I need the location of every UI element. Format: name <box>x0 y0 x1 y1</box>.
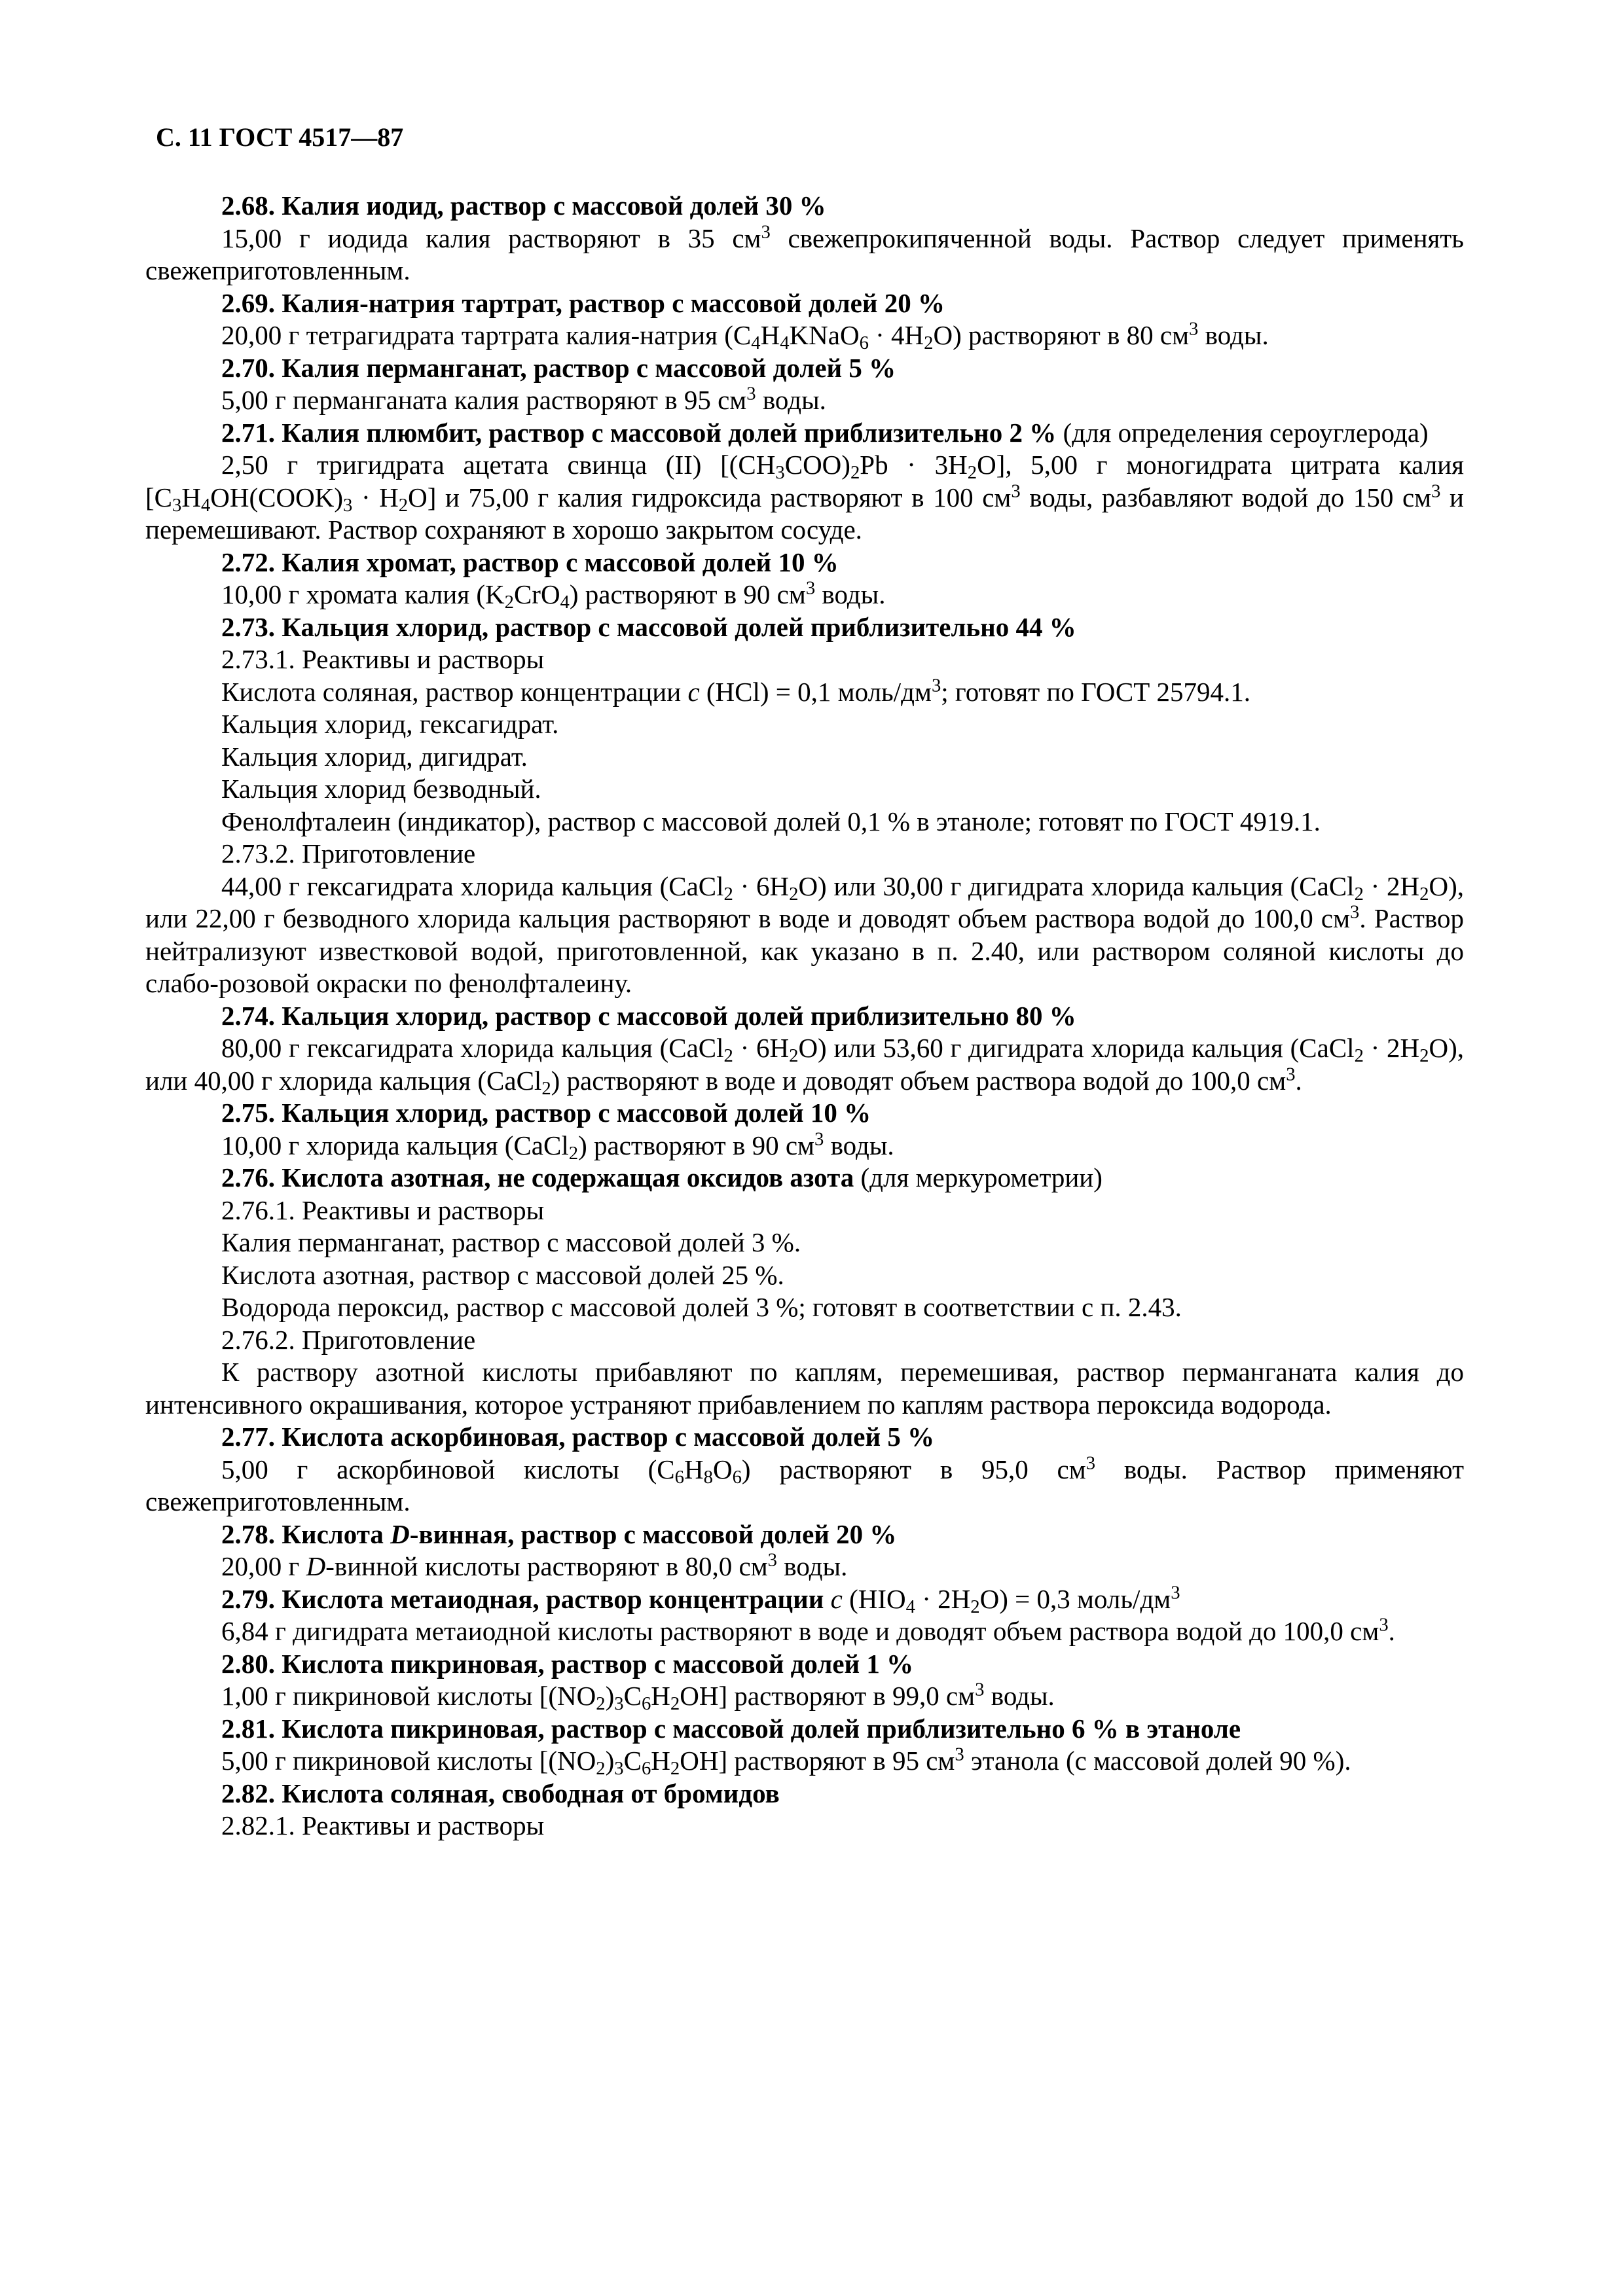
paragraph: 2.76. Кислота азотная, не содержащая оксидов азота (для меркурометрии) <box>221 1162 1103 1193</box>
section-heading: 2.68. Калия иодид, раствор с массовой долей 30 % <box>221 190 826 221</box>
paragraph: 5,00 г пикриновой кислоты $[(NO_2)_3C_6H_2OH]$ растворяют в 95 $см^3$ этанола (с массовой долей 90 %). <box>221 1744 1351 1780</box>
section-heading: 2.72. Калия хромат, раствор с массовой долей 10 % <box>221 547 839 577</box>
paragraph: 2.71. Калия плюмбит, раствор с массовой долей приблизительно 2 % (для определения сероуглерода) <box>221 417 1429 448</box>
paragraph: 15,00 г иодида калия растворяют в 35 $см^3$ свежепрокипяченной воды. Раствор следует применять свежеприготовленным. <box>145 221 1464 285</box>
section-heading: 2.80. Кислота пикриновая, раствор с массовой долей 1 % <box>221 1648 914 1679</box>
section-heading: 2.75. Кальция хлорид, раствор с массовой долей 10 % <box>221 1098 871 1128</box>
paragraph: 10,00 г хромата калия $(K_2CrO_4)$ растворяют в 90 $см^3$ воды. <box>221 577 886 613</box>
paragraph: 44,00 г гексагидрата хлорида кальция (CaCl$_2$ · $6H_2O$) или 30,00 г дигидрата хлорида кальция (CaCl$_2$ · $2H_2O$), или 22,00 г безводного хлорида кальция растворяют в воде и доводят объем раствора водой до 100,0 $см^3$. Раствор нейтрализуют известковой водой, приготовленной, как указано в п. 2.40, или раствором соляной кислоты до слабо-розовой окраски по фенолфталеину. <box>145 870 1465 998</box>
section-heading: 2.78. Кислота D-винная, раствор с массовой долей 20 % <box>221 1518 897 1549</box>
paragraph: Калия перманганат, раствор с массовой долей 3 %. <box>221 1227 801 1257</box>
paragraph: 2.79. Кислота метаиодная, раствор концентрации c $(HIO_4 \cdot 2H_2O) = 0,3$ моль/$дм^3$ <box>221 1582 1180 1617</box>
paragraph: 10,00 г хлорида кальция (CaCl$_2$) растворяют в 90 $см^3$ воды. <box>221 1128 894 1164</box>
document-body <box>145 190 1464 1842</box>
section-heading: 2.69. Калия-натрия тартрат, раствор с массовой долей 20 % <box>221 287 945 318</box>
section-heading: 2.82. Кислота соляная, свободная от бромидов <box>221 1778 780 1808</box>
paragraph: Кальция хлорид, гексагидрат. <box>221 709 559 739</box>
paragraph: Водорода пероксид, раствор с массовой долей 3 %; готовят в соответствии с п. 2.43. <box>221 1292 1182 1322</box>
paragraph: К раствору азотной кислоты прибавляют по каплям, перемешивая, раствор перманганата калия до интенсивного окрашивания, которое устраняют прибавлением по каплям раствора пероксида водорода. <box>145 1357 1464 1420</box>
paragraph: Кальция хлорид, дигидрат. <box>221 741 528 772</box>
paragraph: 80,00 г гексагидрата хлорида кальция (CaCl$_2$ · $6H_2O$) или 53,60 г дигидрата хлорида кальция (CaCl$_2$ · $2H_2O$), или 40,00 г хлорида кальция (CaCl$_2$) растворяют в воде и доводят объем раствора водой до 100,0 $см^3$. <box>145 1033 1465 1099</box>
section-heading: 2.77. Кислота аскорбиновая, раствор с массовой долей 5 % <box>221 1422 935 1452</box>
paragraph: 2.76.2. Приготовление <box>221 1324 476 1355</box>
paragraph: 1,00 г пикриновой кислоты $[(NO_2)_3C_6H_2OH]$ растворяют в 99,0 $см^3$ воды. <box>221 1679 1055 1715</box>
paragraph: 20,00 г тетрагидрата тартрата калия-натрия $(C_4H_4KNaO_6 \cdot 4H_2O)$ растворяют в 80 $см^3$ воды. <box>221 318 1269 354</box>
section-heading: 2.74. Кальция хлорид, раствор с массовой долей приблизительно 80 % <box>221 1000 1076 1031</box>
paragraph: 2.76.1. Реактивы и растворы <box>221 1194 545 1225</box>
paragraph: 5,00 г аскорбиновой кислоты $(C_6H_8O_6)$ растворяют в 95,0 $см^3$ воды. Раствор применяют свежеприготовленным. <box>145 1452 1464 1516</box>
page-header: С. 11 ГОСТ 4517—87 <box>156 122 404 152</box>
paragraph: Кислота соляная, раствор концентрации c (HCl) = 0,1 моль/$дм^3$; готовят по ГОСТ 25794.1. <box>221 675 1251 707</box>
section-heading: 2.81. Кислота пикриновая, раствор с массовой долей приблизительно 6 % в этаноле <box>221 1713 1241 1744</box>
paragraph: Кальция хлорид безводный. <box>221 774 541 804</box>
paragraph: 20,00 г D-винной кислоты растворяют в 80,0 $см^3$ воды. <box>221 1549 848 1581</box>
paragraph: Кислота азотная, раствор с массовой долей 25 %. <box>221 1259 784 1290</box>
paragraph: 6,84 г дигидрата метаиодной кислоты растворяют в воде и доводят объем раствора водой до 100,0 $см^3$. <box>221 1614 1395 1646</box>
paragraph: 5,00 г перманганата калия растворяют в 95 $см^3$ воды. <box>221 383 826 415</box>
section-heading: 2.73. Кальция хлорид, раствор с массовой долей приблизительно 44 % <box>221 611 1076 642</box>
paragraph: 2,50 г тригидрата ацетата свинца (II) $[(CH_3COO)_2Pb \cdot 3H_2O]$, 5,00 г моногидрата цитрата калия $[C_3H_4OH(COOK)_3 \cdot H_2O]$ и 75,00 г калия гидроксида растворяют в 100 $см^3$ воды, разбавляют водой до 150 $см^3$ и перемешивают. Раствор сохраняют в хорошо закрытом сосуде. <box>145 450 1464 545</box>
paragraph: 2.82.1. Реактивы и растворы <box>221 1810 545 1840</box>
paragraph: 2.73.1. Реактивы и растворы <box>221 644 545 674</box>
section-heading: 2.70. Калия перманганат, раствор с массовой долей 5 % <box>221 352 896 383</box>
paragraph: Фенолфталеин (индикатор), раствор с массовой долей 0,1 % в этаноле; готовят по ГОСТ 4919.1. <box>221 806 1321 836</box>
paragraph: 2.73.2. Приготовление <box>221 838 476 869</box>
